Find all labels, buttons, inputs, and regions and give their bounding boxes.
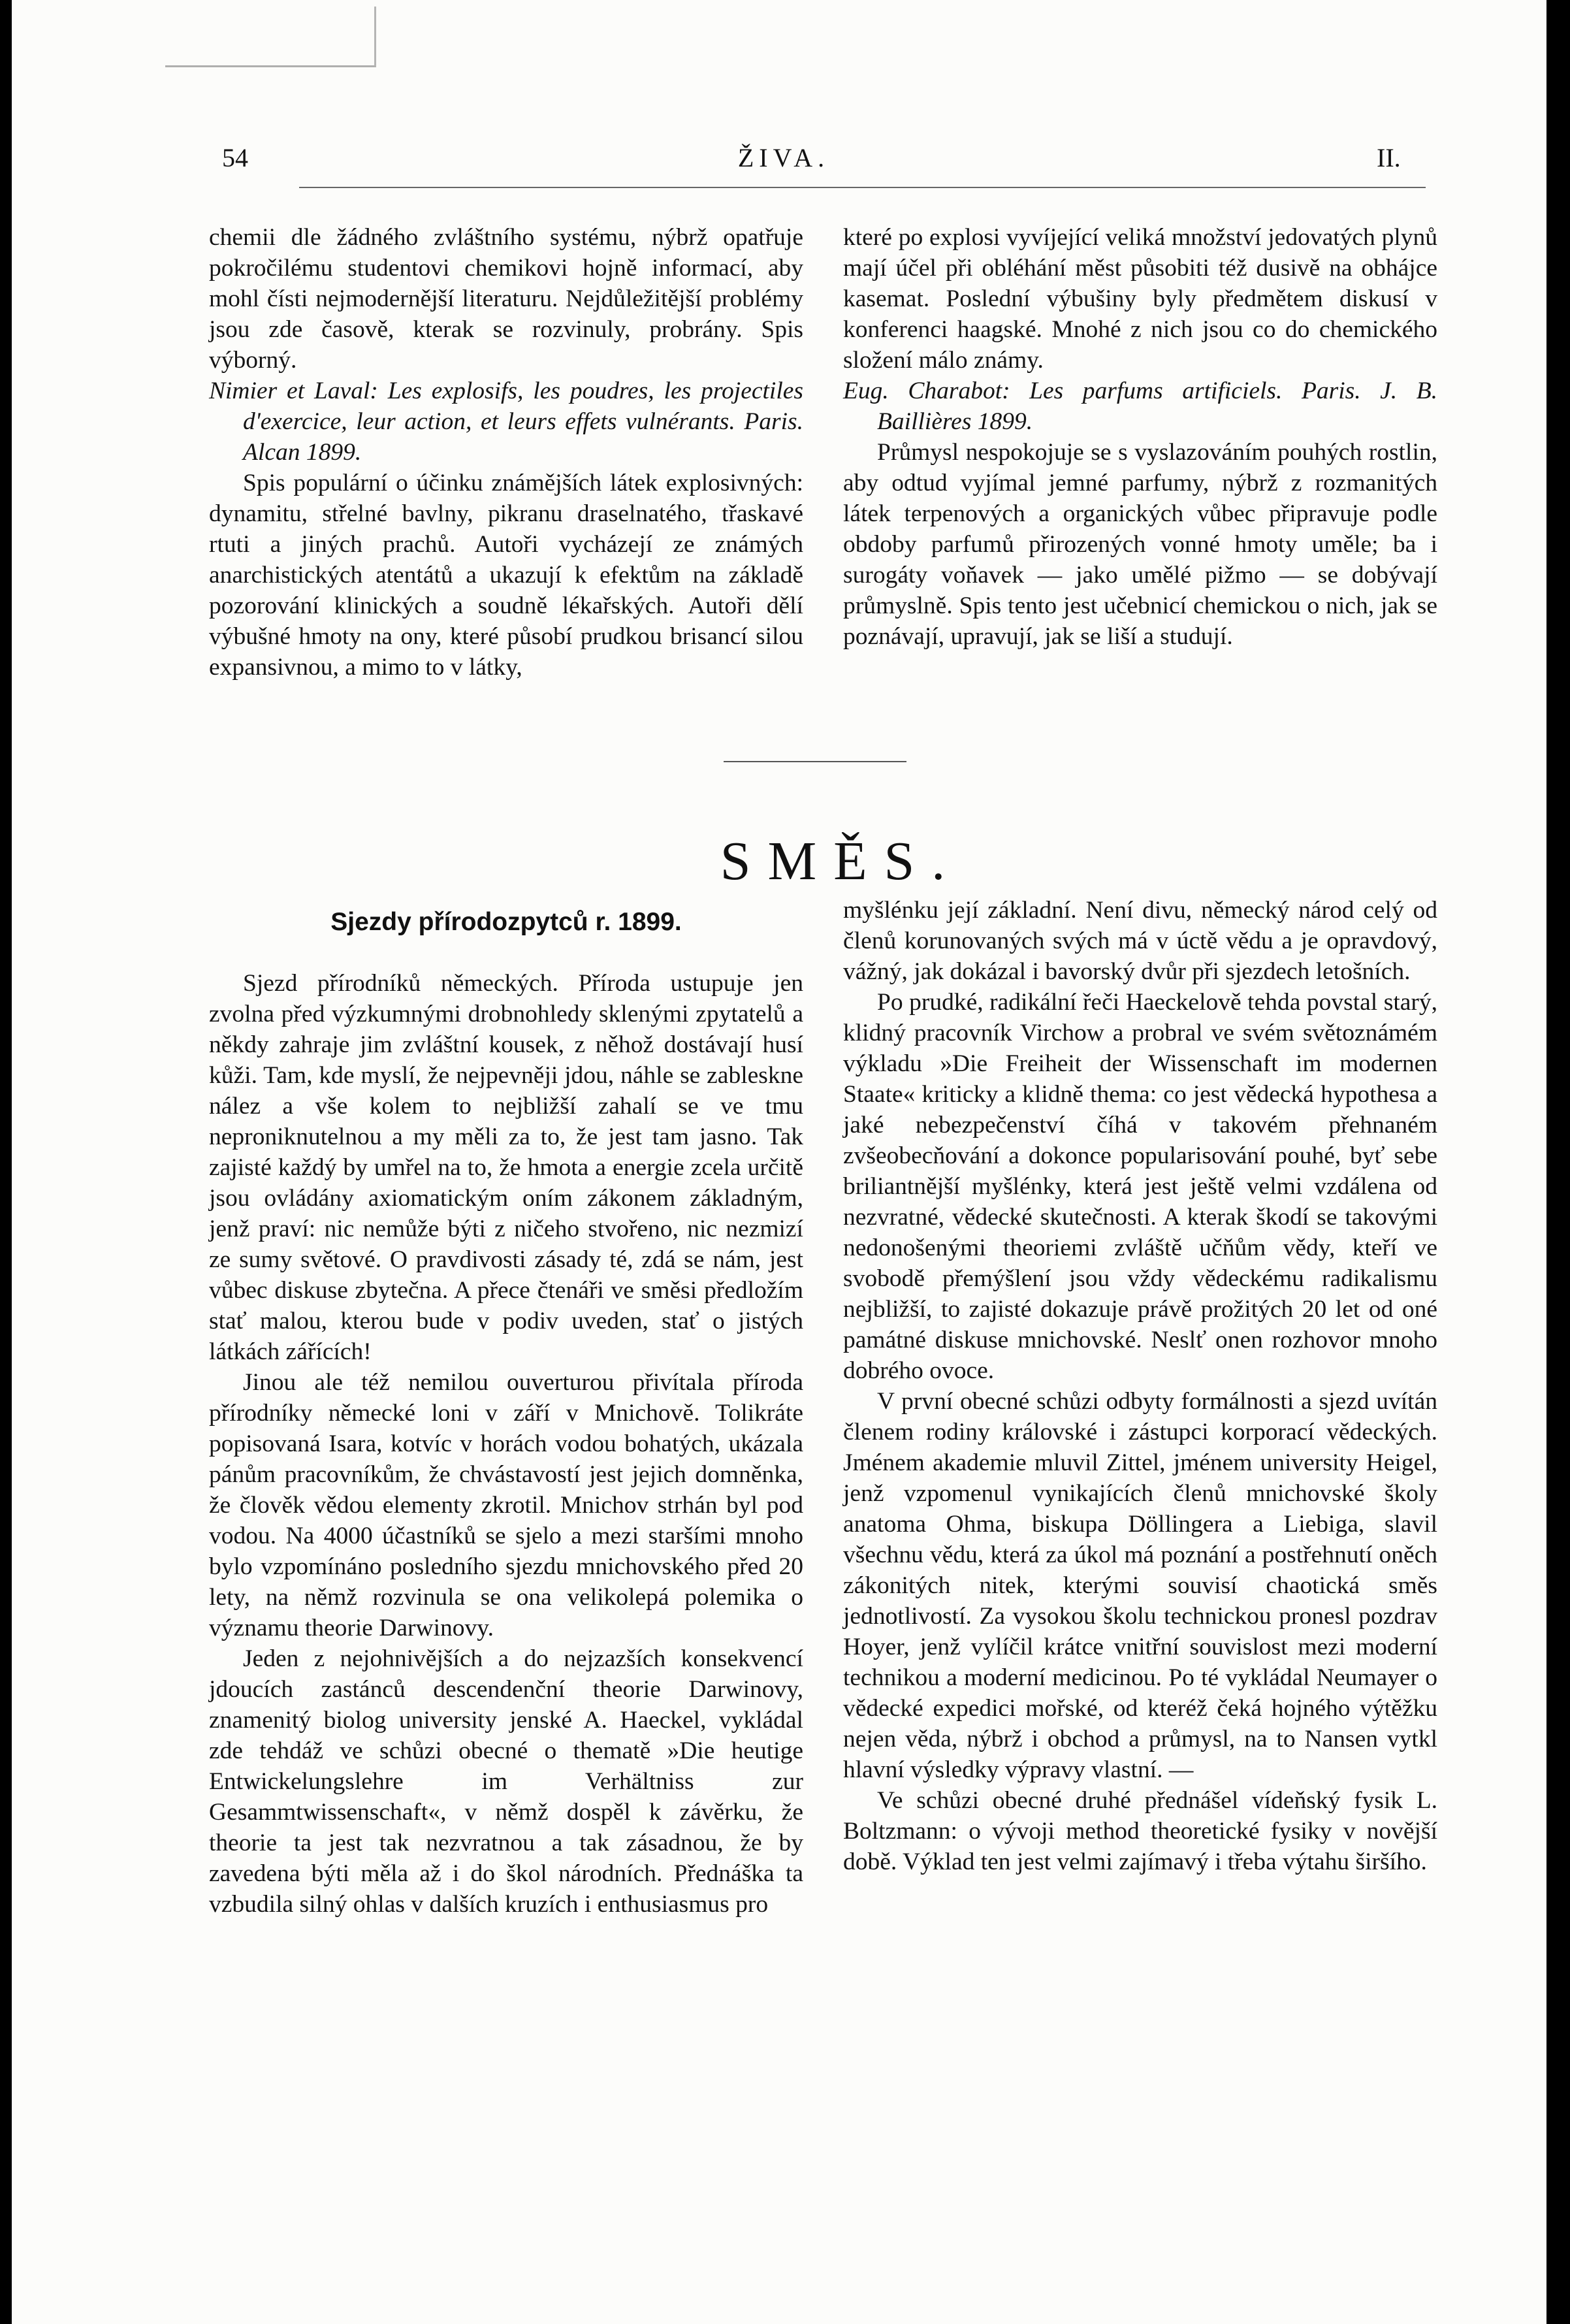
paragraph: chemii dle žádného zvláštního systému, nýbrž opatřuje pokročilému studentovi chemikovi hojně informací, aby mohl čísti nejmodernější literaturu. Nejdůležitější problémy jsou zde časově, kterak se rozvinuly, probrány. Spis výborný. (209, 224, 803, 374)
page-number: 54 (222, 143, 248, 172)
paragraph: které po explosi vyvíjející veliká množství jedovatých plynů mají účel při obléhání měst působiti též dusivě na obhájce kasemat. Poslední výbušiny byly předmětem diskusí v konferenci haagské. Mnohé z nich jsou co do chemického složení málo známy. (843, 224, 1437, 374)
scanned-page (12, 0, 1546, 2324)
paragraph: V první obecné schůzi odbyty formálnosti a sjezd uvítán členem rodiny královské i zástupci korporací vědeckých. Jménem akademie mluvil Zittel, jménem university Heigel, jenž vzpomenul vynikajících členů mnichovské školy anatoma Ohma, biskupa Döllingera a Liebiga, slavil všechnu vědu, která za úkol má poznání a postřehnutí oněch zákonitých nitek, kterými souvisí chaotická směs jednotlivostí. Za vysokou školu technickou pronesl pozdrav Hoyer, jenž vylíčil krátce vnitřní souvislost mezi moderní technikou a moderní medicinou. Po té vykládal Neumayer o vědecké expedici mořské, od kteréž čeká hojného výtěžku nejen věda, nýbrž i obchod a průmysl, na to Nansen vytkl hlavní výsledky výpravy vlastní. — (843, 1388, 1437, 1783)
book-reference: Nimier et Laval: Les explosifs, les poudres, les projectiles d'exercice, leur action, et leurs effets vulnérants. Paris. Alcan 1899. (209, 378, 803, 466)
paragraph: Jinou ale též nemilou ouverturou přivítala příroda přírodníky německé loni v září v Mnichově. Tolikráte popisovaná Isara, kotvíc v horách vodou bohatých, ukázala pánům pracovníkům, že chvástavostí jest jejich domněnka, že člověk vědou elementy zkrotil. Mnichov strhán byl pod vodou. Na 4000 účastníků se sjelo a mezi staršími mnoho bylo vzpomínáno posledního sjezdu mnichovského před 20 lety, na němž rozvinula se ona velikolepá polemika o významu theorie Darwinovy. (209, 1369, 803, 1641)
paragraph: Sjezd přírodníků německých. Příroda ustupuje jen zvolna před výzkumnými drobnohledy sklenými zpytatelů a někdy zahraje jim zvláštní kousek, z něhož dostávají husí kůži. Tam, kde myslí, že nejpevněji jdou, náhle se zableskne nález a vše kolem to nejbližší zahalí se ve tmu neproniknutelnou a my měli za to, že jest tam jasno. Tak zajisté každý by umřel na to, že hmota a energie zcela určitě jsou ovládány axiomatickým oním zákonem základným, jenž praví: nic nemůže býti z ničeho stvořeno, nic nezmizí ze sumy světové. O pravdivosti zásady té, zdá se nám, jest vůbec diskuse zbytečna. A přece čtenáři ve směsi předložím stať malou, kterou bude v podiv uveden, stať o jistých látkách zářících! (209, 970, 803, 1365)
paragraph: myšlénku její základní. Není divu, německý národ celý od členů korunovaných svých má v úctě vědu a je opravdový, vážný, jak dokázal i bavorský dvůr při sjezdech letošních. (843, 897, 1437, 985)
article-title: Sjezdy přírodozpytců r. 1899. (330, 908, 682, 936)
bottom-right-column (843, 895, 1437, 1877)
paragraph: Po prudké, radikální řeči Haeckelově tehda povstal starý, klidný pracovník Virchow a probral ve svém světoznámém výkladu »Die Freiheit der Wissenschaft im modernen Staate« kriticky a klidně thema: co jest vědecká hypothesa a jaké nebezpečenství číhá v takovém přehnaném zvšeobecňování a dokonce popularisování pouhé, byť sebe briliantnější myšlénky, která jest ještě velmi vzdálena od nezvratné, vědecké skutečnosti. A kterak škodí se takovými nedonošenými theoriemi zvláště učňům vědy, kteří ve svobodě přemýšlení jsou vždy vědeckému radikalismu nejbližší, to zajisté dokazuje právě prožitých 20 let od oné památné diskuse mnichovské. Neslť onen rozhovor mnoho dobrého ovoce. (843, 989, 1437, 1384)
paragraph: Ve schůzi obecné druhé přednášel vídeňský fysik L. Boltzmann: o vývoji method theoretické fysiky v novější době. Výklad ten jest velmi zajímavý i třeba výtahu širšího. (843, 1787, 1437, 1875)
header-rule (299, 187, 1426, 188)
paragraph: Jeden z nejohnivějších a do nejzazších konsekvencí jdoucích zastánců descendenční theorie Darwinovy, znamenitý biolog university jenské A. Haeckel, vykládal zde tehdáž ve schůzi obecné o thematě »Die heutige Entwickelungslehre im Verhältniss zur Gesammtwissenschaft«, v němž dospěl k závěrku, že theorie ta jest tak nezvratnou a tak zásadnou, že by zavedena býti měla až i do škol národních. Přednáška ta vzbudila silný ohlas v dalších kruzích i enthusiasmus pro (209, 1645, 803, 1918)
journal-title: ŽIVA. (737, 143, 830, 172)
section-separator (724, 761, 906, 762)
volume-number: II. (1377, 143, 1401, 172)
scan-border (1546, 0, 1570, 2324)
paragraph: Spis populární o účinku známějších látek explosivných: dynamitu, střelné bavlny, pikranu draselnatého, třaskavé rtuti a jiných prachů. Autoři vycházejí ze známých anarchistických atentátů a ukazují k efektům na základě pozorování klinických a soudně lékařských. Autoři dělí výbušné hmoty na ony, které působí prudkou brisancí silou expansivnou, a mimo to v látky, (209, 470, 803, 681)
top-left-column (209, 222, 803, 683)
section-title: SMĚS. (720, 831, 963, 892)
running-header (12, 142, 1546, 182)
book-reference: Eug. Charabot: Les parfums artificiels. Paris. J. B. Baillières 1899. (843, 378, 1437, 435)
bottom-left-column (209, 968, 803, 1920)
paragraph: Průmysl nespokojuje se s vyslazováním pouhých rostlin, aby odtud vyjímal jemné parfumy, nýbrž z rozmanitých látek terpenových a organických vůbec připravuje podle obdoby parfumů přirozených vonné hmoty uměle; ba i surogáty voňavek — jako umělé pižmo — se dobývají průmyslně. Spis tento jest učebnicí chemickou o nich, jak se poznávají, upravují, jak se liší a studují. (843, 439, 1437, 650)
top-right-column (843, 222, 1437, 652)
scan-artifact (165, 7, 376, 67)
